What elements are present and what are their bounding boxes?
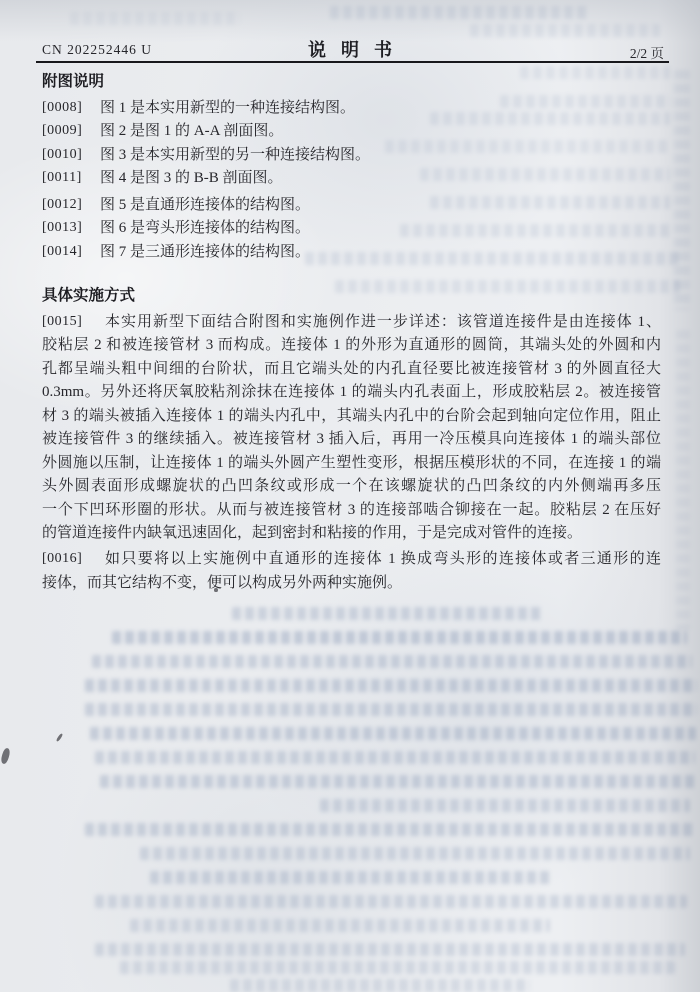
page-number: 2/2 页 [629,46,664,61]
body-line: 外圆施以压制，让连接体 1 的端头外圆产生塑性变形，根据压模形状的不同，在连接 1 的端 [42,455,661,471]
section-heading-embodiment: 具体实施方式 [42,287,136,304]
body-line: 一个下凹环形圈的形状。从而与被连接管材 3 的连接部啮合铆接在一起。胶粘层 2 在压好 [42,502,661,518]
paragraph-number: [0010] [42,147,83,162]
paragraph-0016-first-line [42,549,661,569]
paragraph-text: 如只要将以上实施例中直通形的连接体 1 换成弯头形的连接体或者三通形的连 [105,551,661,567]
paragraph-text: 图 3 是本实用新型的另一种连接结构图。 [100,147,371,163]
paragraph-number: [0011] [42,170,82,185]
figure-description-row [42,242,661,262]
paragraph-text: 图 7 是三通形连接体的结构图。 [100,244,311,260]
paragraph-text: 图 1 是本实用新型的一种连接结构图。 [100,100,356,116]
body-line: 接体，而其它结构不变，便可以构成另外两种实施例。 [42,575,403,591]
paragraph-text: 图 2 是图 1 的 A-A 剖面图。 [100,123,284,139]
figure-description-row [42,121,661,141]
section-heading-figures: 附图说明 [42,73,105,90]
body-line: 孔都呈端头粗中间细的台阶状，而且它端头处的内孔直径要比被连接管材 3 的外圆直径大 [42,361,661,377]
document-number: CN 202252446 U [42,42,153,57]
body-line: 被连接管件 3 的继续插入。被连接管材 3 插入后，再用一冷压模具向连接体 1 的端头部位 [42,431,661,447]
paragraph-text: 图 6 是弯头形连接体的结构图。 [100,220,311,236]
paragraph-number: [0013] [42,220,83,235]
body-line: 材 3 的端头被插入连接体 1 的端头内孔中，其端头内孔中的台阶会起到轴向定位作用，阻止 [42,408,661,424]
paragraph-text: 图 5 是直通形连接体的结构图。 [100,197,311,213]
body-line: 0.3mm。另外还将厌氧胶粘剂涂抹在连接体 1 的端头内孔表面上，形成胶粘层 2。被连接管 [42,384,661,400]
figure-description-row [42,145,661,165]
paragraph-text: 图 4 是图 3 的 B-B 剖面图。 [100,170,283,186]
paragraph-number: [0015] [42,314,83,329]
paragraph-text: 本实用新型下面结合附图和实施例作进一步详述：该管道连接件是由连接体 1、 [105,314,661,330]
paragraph-number: [0009] [42,123,83,138]
figure-description-row [42,98,661,118]
paragraph-number: [0012] [42,197,83,212]
paragraph-number: [0016] [42,551,83,566]
figure-description-row [42,168,661,188]
body-line: 胶粘层 2 和被连接管材 3 而构成。连接体 1 的外形为直通形的圆筒，其端头处的外圆和内 [42,337,661,353]
body-line: 头外圆表面形成螺旋状的凸凹条纹或形成一个在该螺旋状的凸凹条纹的内外侧端再多压 [42,478,661,494]
figure-description-row [42,218,661,238]
paragraph-number: [0014] [42,244,83,259]
document-title: 说明书 [308,40,407,60]
paragraph-0015-first-line [42,312,661,332]
figure-description-row [42,195,661,215]
header-divider [36,61,669,63]
paragraph-number: [0008] [42,100,83,115]
body-line: 的管道连接件内缺氧迅速固化，起到密封和粘接的作用，于是完成对管件的连接。 [42,525,583,541]
